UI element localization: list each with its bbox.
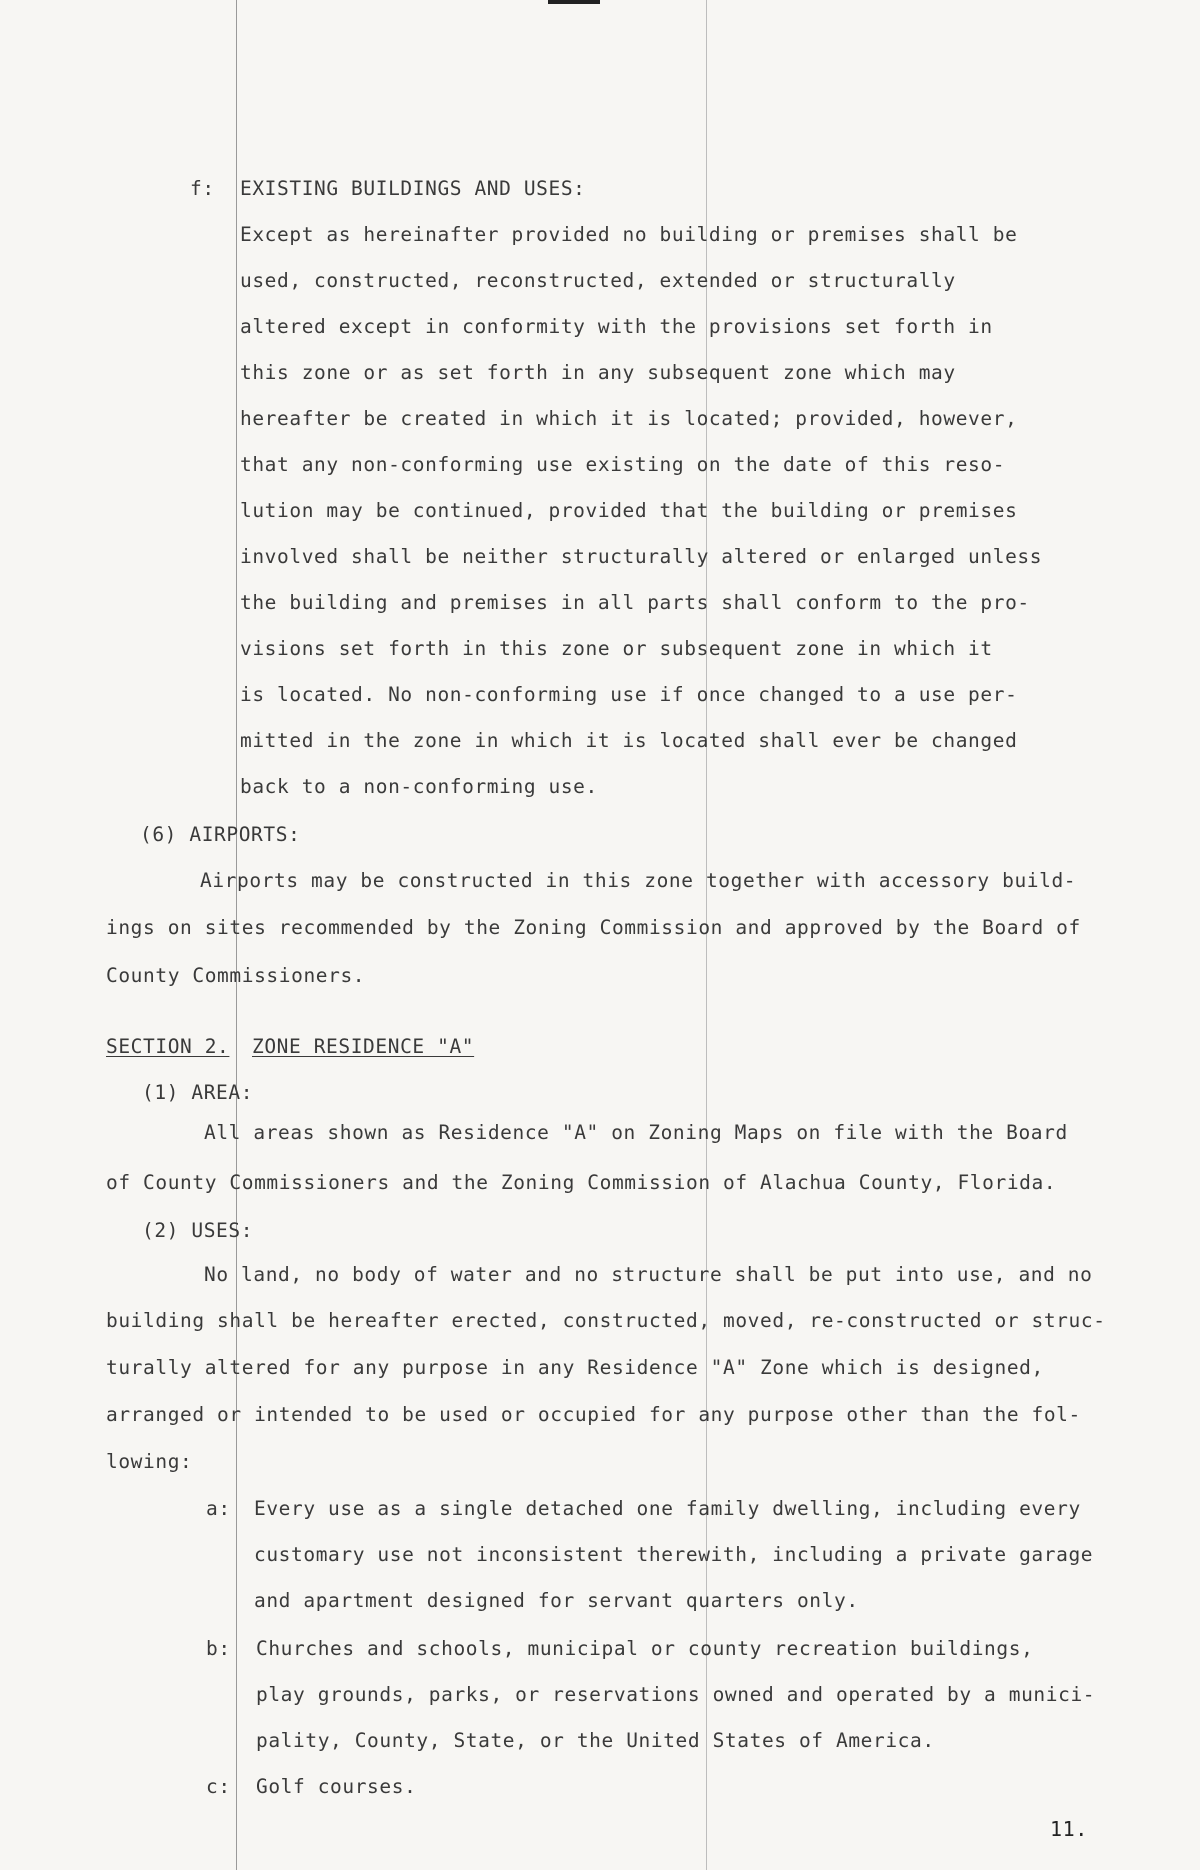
section-2-label: SECTION 2.	[106, 1035, 230, 1058]
uses-line: building shall be hereafter erected, constructed, moved, re-constructed or struc-	[106, 1309, 1106, 1332]
item-marker-c: c:	[206, 1775, 231, 1798]
item-c-line: Golf courses.	[256, 1775, 417, 1798]
item-b-line: pality, County, State, or the United States of America.	[256, 1729, 935, 1752]
section-f-heading: EXISTING BUILDINGS AND USES:	[240, 177, 586, 200]
section-f-line: Except as hereinafter provided no building or premises shall be	[240, 223, 1018, 246]
item-marker-b: b:	[206, 1637, 231, 1660]
section-f-line: hereafter be created in which it is located; provided, however,	[240, 407, 1018, 430]
item-a-line: and apartment designed for servant quarters only.	[254, 1589, 859, 1612]
airports-line: County Commissioners.	[106, 964, 366, 987]
page-number: 11.	[1050, 1817, 1088, 1841]
item-a-line: Every use as a single detached one family dwelling, including every	[254, 1497, 1081, 1520]
section-f-line: altered except in conformity with the provisions set forth in	[240, 315, 993, 338]
item-b-line: Churches and schools, municipal or county recreation buildings,	[256, 1637, 1034, 1660]
item-marker-a: a:	[206, 1497, 231, 1520]
section-2-title: ZONE RESIDENCE "A"	[252, 1035, 475, 1058]
section-f-line: back to a non-conforming use.	[240, 775, 598, 798]
airports-line: ings on sites recommended by the Zoning Commission and approved by the Board of	[106, 916, 1081, 939]
airports-line: Airports may be constructed in this zone together with accessory build-	[200, 869, 1077, 892]
uses-line: No land, no body of water and no structure shall be put into use, and no	[204, 1263, 1093, 1286]
uses-line: arranged or intended to be used or occupied for any purpose other than the fol-	[106, 1403, 1081, 1426]
section-f-line: that any non-conforming use existing on the date of this reso-	[240, 453, 1006, 476]
section-f-line: lution may be continued, provided that the building or premises	[240, 499, 1018, 522]
item-b-line: play grounds, parks, or reservations owned and operated by a munici-	[256, 1683, 1096, 1706]
section-f-line: the building and premises in all parts shall conform to the pro-	[240, 591, 1030, 614]
airports-heading: (6) AIRPORTS:	[140, 823, 301, 846]
uses-line: lowing:	[106, 1450, 193, 1473]
item-a-line: customary use not inconsistent therewith, including a private garage	[254, 1543, 1094, 1566]
section-f-line: mitted in the zone in which it is located shall ever be changed	[240, 729, 1018, 752]
uses-heading: (2) USES:	[142, 1219, 254, 1242]
section-f-line: visions set forth in this zone or subsequent zone in which it	[240, 637, 993, 660]
item-marker-f: f:	[190, 177, 215, 200]
section-f-line: used, constructed, reconstructed, extended or structurally	[240, 269, 956, 292]
area-line: of County Commissioners and the Zoning Commission of Alachua County, Florida.	[106, 1171, 1057, 1194]
uses-line: turally altered for any purpose in any Residence "A" Zone which is designed,	[106, 1356, 1044, 1379]
area-heading: (1) AREA:	[142, 1081, 254, 1104]
area-line: All areas shown as Residence "A" on Zoning Maps on file with the Board	[204, 1121, 1068, 1144]
section-f-line: this zone or as set forth in any subsequent zone which may	[240, 361, 956, 384]
section-f-line: involved shall be neither structurally altered or enlarged unless	[240, 545, 1043, 568]
top-edge-mark	[548, 0, 600, 4]
section-f-line: is located. No non-conforming use if once changed to a use per-	[240, 683, 1018, 706]
